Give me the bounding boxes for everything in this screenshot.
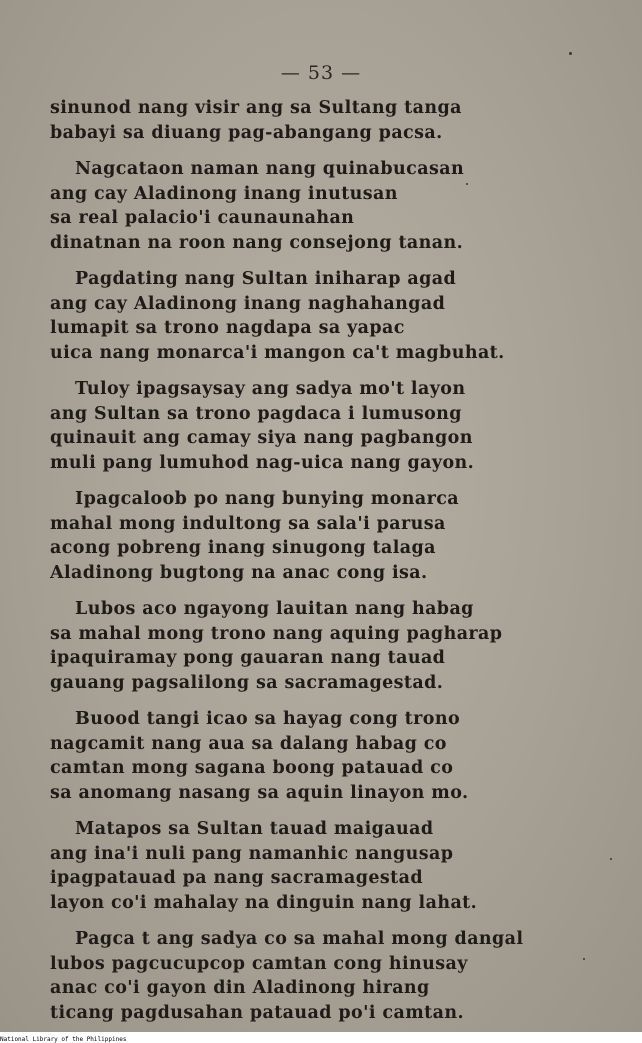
stanza: [50, 157, 610, 255]
stanza: [50, 267, 610, 365]
verse-line: Pagdating nang Sultan iniharap agad: [75, 269, 457, 289]
verse-line: dinatnan na roon nang consejong tanan.: [50, 232, 464, 253]
verse-line: sinunod nang visir ang sa Sultang tanga: [50, 98, 462, 118]
verse-line: sa anomang nasang sa aquin linayon mo.: [50, 782, 469, 803]
verse-line: sa real palacio'i caunaunahan: [50, 208, 355, 228]
verse-line: acong pobreng inang sinugong talaga: [50, 538, 436, 558]
verse-line: gauang pagsalilong sa sacramagestad.: [50, 672, 444, 693]
stanza: [50, 96, 610, 145]
paper-speck: [583, 958, 585, 960]
verse-line: mahal mong indultong sa sala'i parusa: [50, 513, 446, 534]
verse-line: Ipagcaloob po nang bunying monarca: [75, 489, 460, 509]
verse-line: Tuloy ipagsaysay ang sadya mo't layon: [75, 379, 466, 399]
verse-line: Lubos aco ngayong lauitan nang habag: [75, 599, 474, 619]
poem-text: [50, 96, 610, 1032]
verse-line: ang ina'i nuli pang namanhic nangusap: [50, 843, 454, 864]
verse-line: ipaquiramay pong gauaran nang tauad: [50, 648, 446, 668]
verse-line: ang cay Aladinong inang inutusan: [50, 183, 398, 204]
stanza: [50, 487, 610, 585]
paper-speck: [569, 52, 572, 55]
page-number: — 53 —: [280, 62, 362, 84]
verse-line: Aladinong bugtong na anac cong isa.: [50, 562, 428, 583]
stanza: [50, 597, 610, 695]
verse-line: ipagpatauad pa nang sacramagestad: [50, 868, 423, 888]
verse-line: camtan mong sagana boong patauad co: [50, 758, 454, 778]
stanza: [50, 817, 610, 915]
verse-line: Nagcataon naman nang quinabucasan: [75, 159, 465, 179]
verse-line: Buood tangi icao sa hayag cong trono: [75, 709, 461, 729]
stanza: [50, 707, 610, 805]
verse-line: ang cay Aladinong inang naghahangad: [50, 293, 446, 314]
verse-line: layon co'i mahalay na dinguin nang lahat.: [50, 892, 478, 913]
verse-line: lubos pagcucupcop camtan cong hinusay: [50, 953, 468, 974]
verse-line: anac co'i gayon din Aladinong hirang: [50, 978, 430, 998]
verse-line: sa mahal mong trono nang aquing pagharap: [50, 623, 503, 644]
verse-line: ang Sultan sa trono pagdaca i lumusong: [50, 403, 462, 424]
verse-line: Pagca t ang sadya co sa mahal mong dangal: [75, 929, 524, 949]
paper-speck: [466, 183, 468, 185]
paper-speck: [610, 858, 612, 860]
verse-line: lumapit sa trono nagdapa sa yapac: [50, 318, 405, 338]
verse-line: Matapos sa Sultan tauad maigauad: [75, 819, 434, 839]
verse-line: nagcamit nang aua sa dalang habag co: [50, 733, 447, 754]
verse-line: ticang pagdusahan patauad po'i camtan.: [50, 1002, 464, 1023]
verse-line: uica nang monarca'i mangon ca't magbuhat.: [50, 342, 505, 363]
stanza: [50, 927, 610, 1025]
library-credit: National Library of the Philippines: [0, 1036, 127, 1043]
verse-line: babayi sa diuang pag-abangang pacsa.: [50, 122, 443, 143]
stanza: [50, 377, 610, 475]
verse-line: quinauit ang camay siya nang pagbangon: [50, 428, 473, 448]
verse-line: muli pang lumuhod nag-uica nang gayon.: [50, 452, 475, 473]
